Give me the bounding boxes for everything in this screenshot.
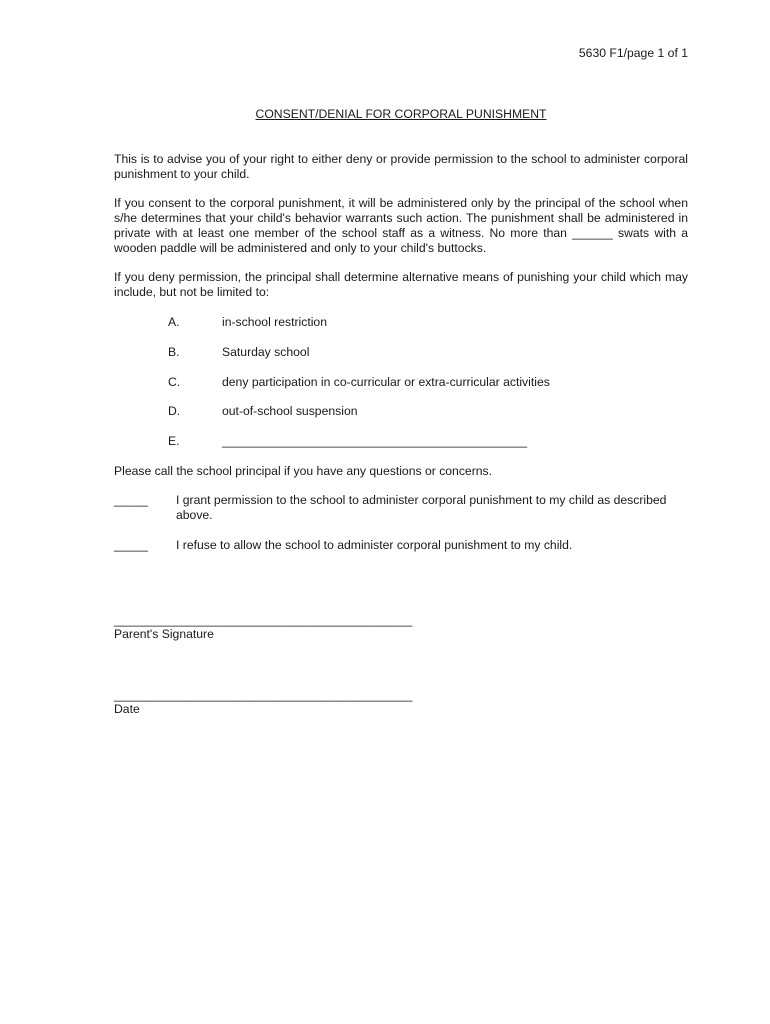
intro-paragraph: This is to advise you of your right to either deny or provide permission to the school to administer corporal punishment to your child. (114, 152, 688, 181)
list-text: in-school restriction (222, 315, 327, 329)
date-label: Date (114, 702, 140, 716)
list-letter: E. (168, 434, 180, 448)
page-number: 5630 F1/page 1 of 1 (578, 46, 688, 60)
list-item (168, 315, 688, 330)
signature-line[interactable]: ____________________________________________ (114, 613, 413, 627)
list-letter: C. (168, 375, 181, 389)
list-item (168, 345, 688, 360)
list-item (168, 434, 688, 449)
list-text: deny participation in co-curricular or extra-curricular activities (222, 375, 550, 389)
list-text: Saturday school (222, 345, 310, 359)
list-item (168, 404, 688, 419)
list-item (168, 375, 688, 390)
grant-permission-text: I grant permission to the school to administer corporal punishment to my child as described above. (176, 493, 667, 522)
signature-label: Parent's Signature (114, 627, 214, 641)
other-alternative-blank[interactable]: _____________________________________________ (222, 434, 528, 448)
document-title: CONSENT/DENIAL FOR CORPORAL PUNISHMENT (255, 107, 547, 121)
consent-paragraph: If you consent to the corporal punishment, it will be administered only by the principal of the school when s/he determines that your child's behavior warrants such action. The punishment shall be administered in private with at least one member of the school staff as a witness. No more than ______ swats with a wooden paddle will be administered and only to your child's buttocks. (114, 196, 688, 255)
grant-permission-blank[interactable]: _____ (114, 493, 148, 507)
refuse-permission-blank[interactable]: _____ (114, 538, 148, 552)
call-principal-text: Please call the school principal if you have any questions or concerns. (114, 464, 493, 478)
list-letter: D. (168, 404, 181, 418)
date-line[interactable]: ____________________________________________ (114, 688, 413, 702)
list-letter: B. (168, 345, 180, 359)
refuse-permission-text: I refuse to allow the school to administer corporal punishment to my child. (176, 538, 573, 552)
denial-paragraph: If you deny permission, the principal shall determine alternative means of punishing your child which may include, but not be limited to: (114, 270, 688, 299)
list-text: out-of-school suspension (222, 404, 358, 418)
list-letter: A. (168, 315, 180, 329)
